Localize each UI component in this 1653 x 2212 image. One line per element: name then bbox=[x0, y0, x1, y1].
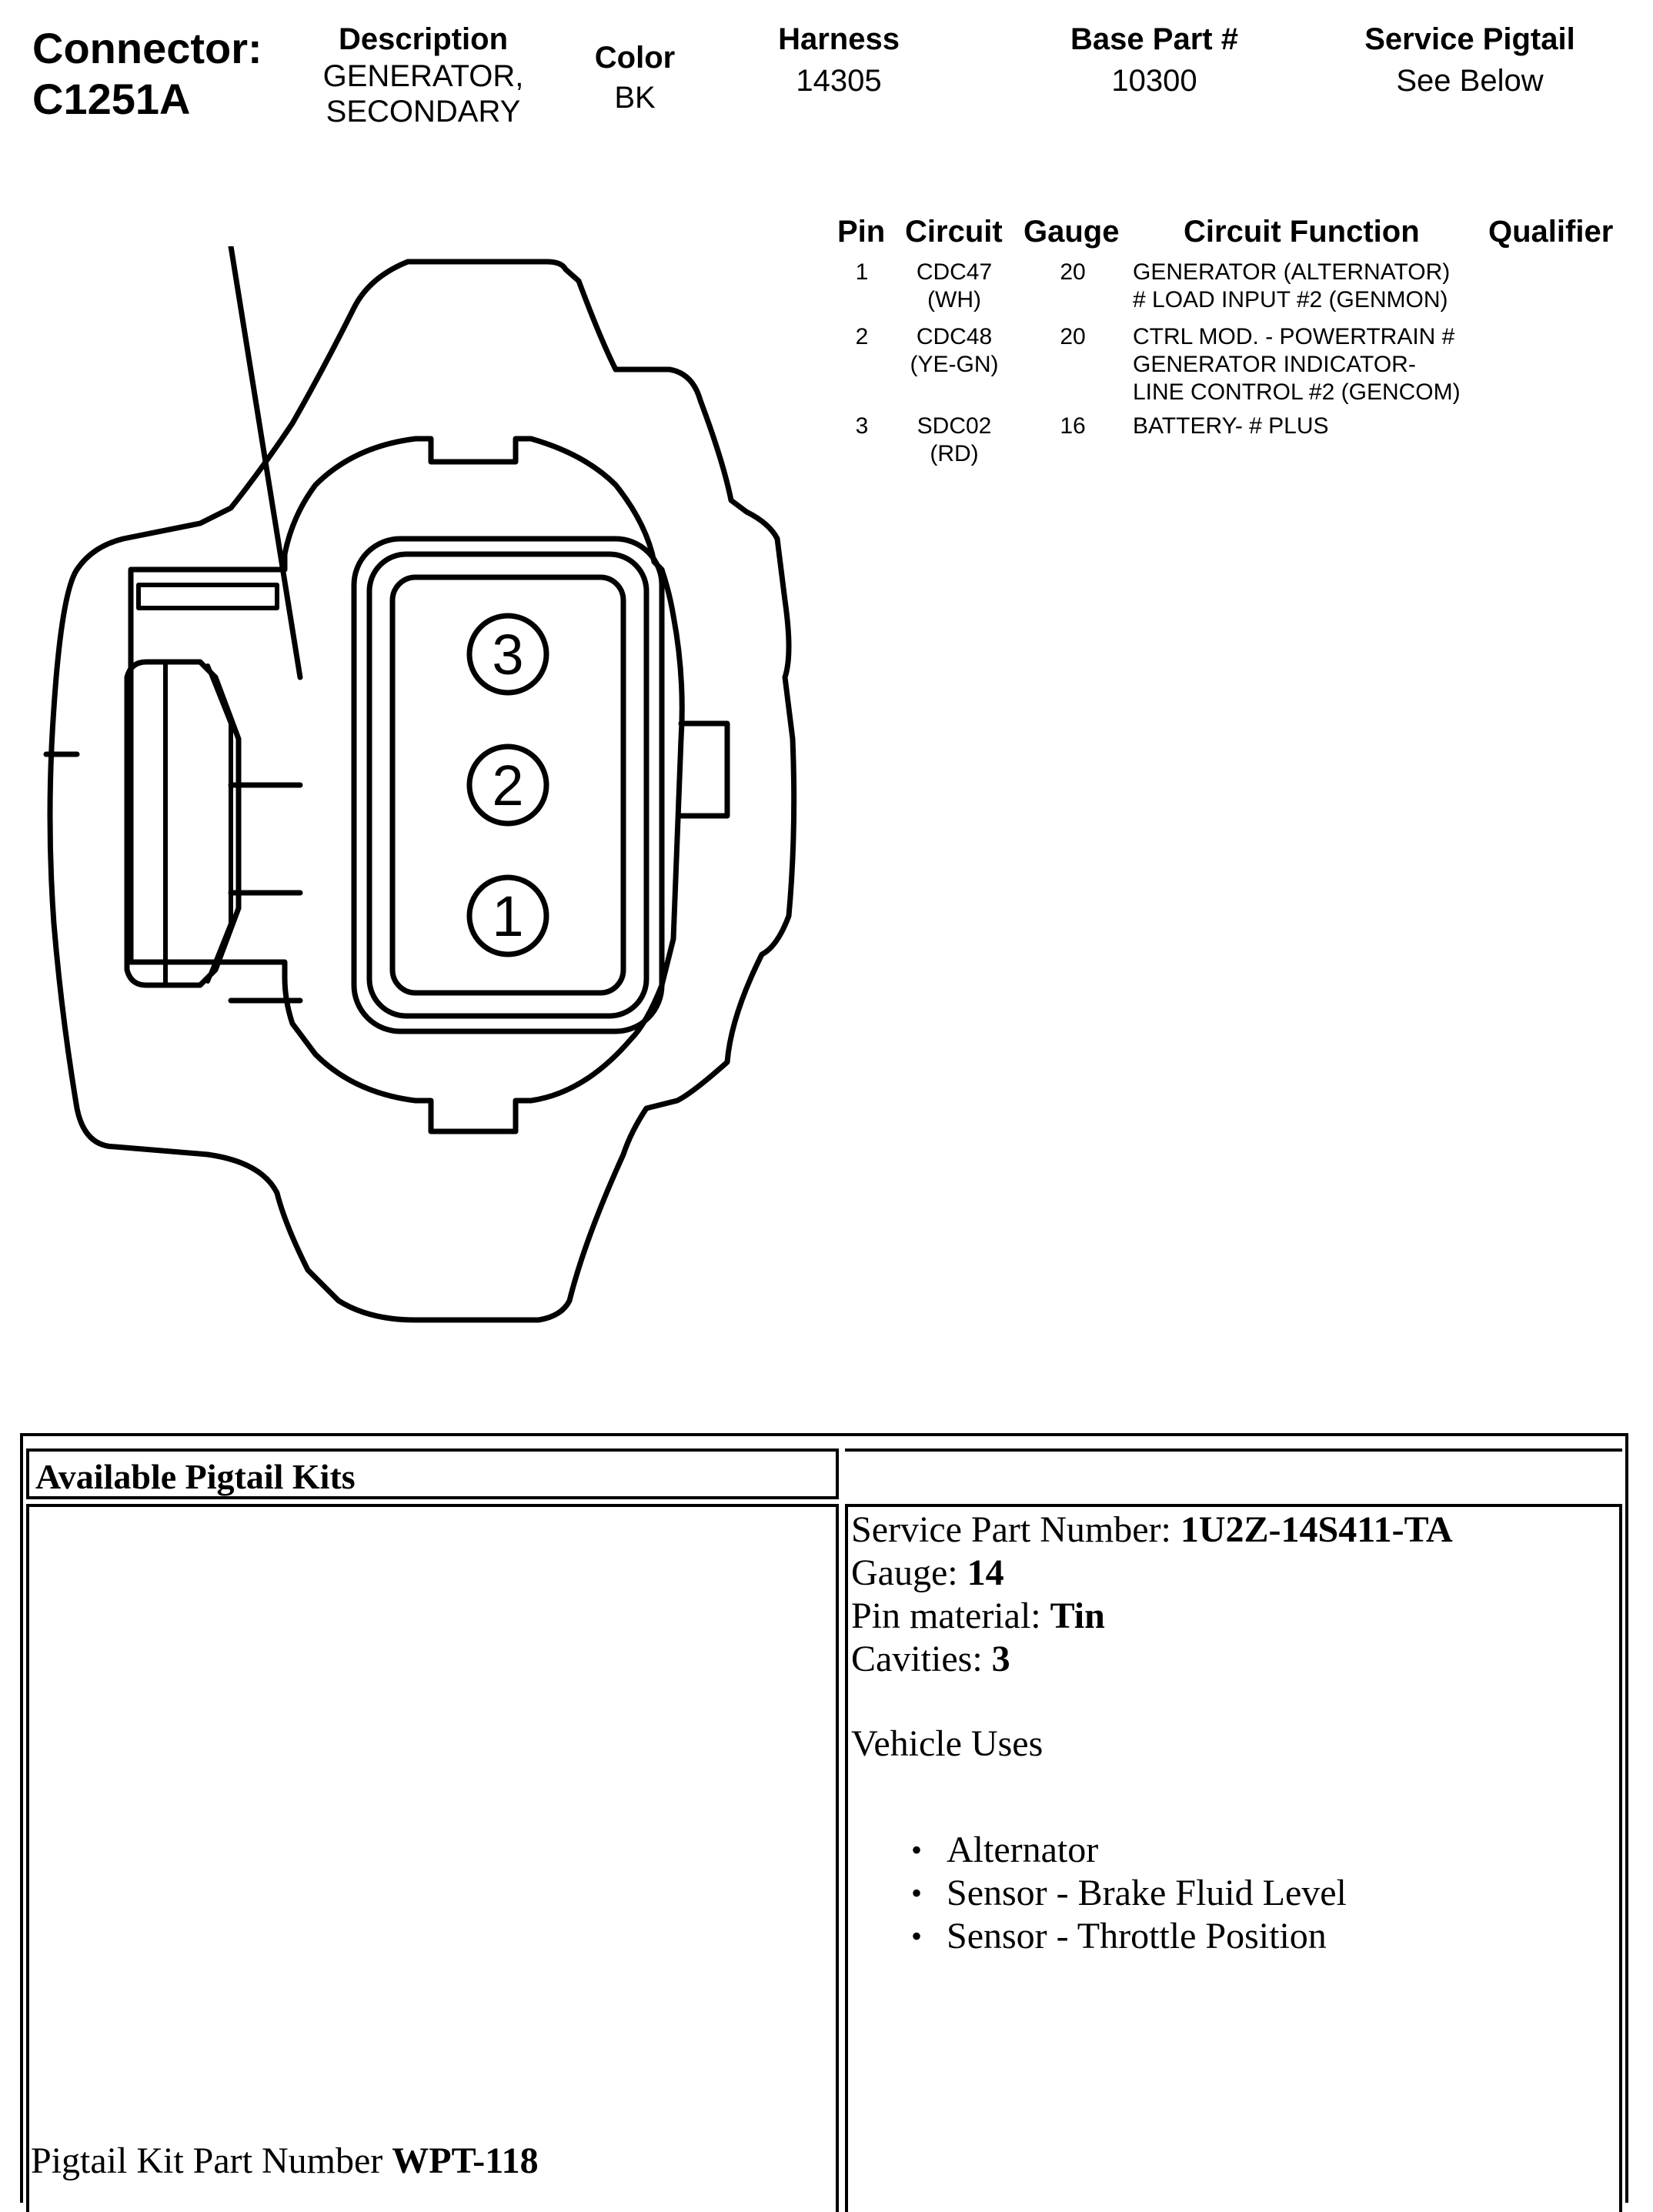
list-item: • Sensor - Throttle Position bbox=[854, 1915, 1347, 1958]
circuit-function bbox=[1133, 323, 1502, 406]
pin-number: 2 bbox=[855, 324, 869, 349]
pigtail-kit-part-number bbox=[31, 2140, 539, 2183]
gauge-value: 14 bbox=[967, 1552, 1004, 1593]
pigtail-title: Available Pigtail Kits bbox=[35, 1457, 356, 1496]
latch-frame bbox=[139, 585, 277, 608]
vehicle-uses-list bbox=[854, 1829, 1347, 1958]
latch-body bbox=[127, 662, 239, 985]
base-part-label: Base Part # bbox=[1070, 22, 1238, 56]
pin-header: Pin bbox=[837, 215, 886, 249]
harness-label: Harness bbox=[778, 22, 900, 56]
description-label: Description bbox=[338, 22, 509, 56]
service-pigtail-value: See Below bbox=[1396, 64, 1544, 98]
circuit-id: SDC02 bbox=[917, 413, 992, 439]
circuit-function bbox=[1133, 413, 1487, 440]
function-line: BATTERY- # PLUS bbox=[1133, 413, 1329, 439]
list-item: • Sensor - Brake Fluid Level bbox=[854, 1872, 1347, 1915]
wire-color: (RD) bbox=[930, 441, 979, 466]
cavities-value: 3 bbox=[991, 1639, 1010, 1679]
function-line: GENERATOR (ALTERNATOR) bbox=[1133, 259, 1451, 285]
pigtail-kit-number: WPT-118 bbox=[392, 2140, 539, 2181]
description-column bbox=[292, 20, 554, 129]
latch-line bbox=[208, 666, 231, 981]
cavities-label: Cavities: bbox=[851, 1639, 992, 1679]
cavity-label-3: 3 bbox=[492, 623, 524, 687]
connector-label: Connector: bbox=[32, 24, 262, 72]
pigtail-kit-cell bbox=[26, 1504, 839, 2212]
housing-outer-outline bbox=[50, 262, 794, 1320]
qualifier-header: Qualifier bbox=[1488, 215, 1614, 249]
service-pigtail-label: Service Pigtail bbox=[1364, 22, 1575, 56]
circuit-header: Circuit bbox=[905, 215, 1003, 249]
cavity-label-2: 2 bbox=[492, 753, 524, 817]
gauge-header: Gauge bbox=[1024, 215, 1120, 249]
pin-material-line bbox=[851, 1595, 1105, 1638]
function-line: LINE CONTROL #2 (GENCOM) bbox=[1133, 379, 1461, 405]
pin-number: 3 bbox=[855, 413, 869, 439]
circuit-code bbox=[893, 259, 1016, 314]
pin-number: 1 bbox=[855, 259, 869, 285]
gauge-line bbox=[851, 1552, 1004, 1595]
color-value: BK bbox=[614, 81, 656, 115]
description-line-1: GENERATOR, bbox=[322, 59, 524, 93]
cavities-line bbox=[851, 1638, 1010, 1681]
function-line: # LOAD INPUT #2 (GENMON) bbox=[1133, 287, 1448, 312]
pigtail-kit-label: Pigtail Kit Part Number bbox=[31, 2140, 392, 2181]
wire-gauge: 20 bbox=[1060, 259, 1086, 285]
pigtail-header-right-cell bbox=[845, 1448, 1622, 1452]
pin-material-label: Pin material: bbox=[851, 1596, 1050, 1636]
gauge-label: Gauge: bbox=[851, 1552, 967, 1593]
wire-color: (WH) bbox=[927, 287, 981, 312]
vehicle-uses-label: Vehicle Uses bbox=[851, 1723, 1044, 1764]
description-line-2: SECONDARY bbox=[326, 95, 521, 129]
circuit-code bbox=[893, 413, 1016, 468]
circuit-code bbox=[893, 323, 1016, 379]
circuit-id: CDC47 bbox=[916, 259, 993, 285]
pigtail-title-cell bbox=[26, 1448, 839, 1499]
latch-rib bbox=[231, 246, 300, 677]
harness-column bbox=[739, 20, 939, 99]
circuit-function-header: Circuit Function bbox=[1184, 215, 1420, 249]
connector-id: C1251A bbox=[32, 75, 191, 123]
connector-face-drawing bbox=[31, 246, 831, 1339]
list-item: • Alternator bbox=[854, 1829, 1347, 1872]
harness-value: 14305 bbox=[796, 64, 882, 98]
service-part-label: Service Part Number: bbox=[851, 1509, 1180, 1550]
base-part-value: 10300 bbox=[1111, 64, 1197, 98]
circuit-function bbox=[1133, 259, 1487, 314]
function-line: CTRL MOD. - POWERTRAIN # bbox=[1133, 324, 1455, 349]
housing-inner-outline bbox=[131, 439, 682, 1131]
color-column bbox=[562, 38, 708, 115]
function-line: GENERATOR INDICATOR- bbox=[1133, 352, 1416, 377]
right-key bbox=[681, 723, 727, 816]
wire-gauge: 16 bbox=[1060, 413, 1086, 439]
wire-gauge: 20 bbox=[1060, 324, 1086, 349]
pin-material-value: Tin bbox=[1050, 1596, 1105, 1636]
service-pigtail-column bbox=[1339, 20, 1601, 99]
circuit-id: CDC48 bbox=[916, 324, 993, 349]
connector-heading bbox=[32, 23, 262, 125]
service-part-number bbox=[851, 1509, 1453, 1552]
wire-color: (YE-GN) bbox=[910, 352, 999, 377]
base-part-column bbox=[1039, 20, 1270, 99]
service-part-value: 1U2Z-14S411-TA bbox=[1180, 1509, 1453, 1550]
cavity-label-1: 1 bbox=[492, 884, 524, 948]
color-label: Color bbox=[594, 41, 676, 75]
